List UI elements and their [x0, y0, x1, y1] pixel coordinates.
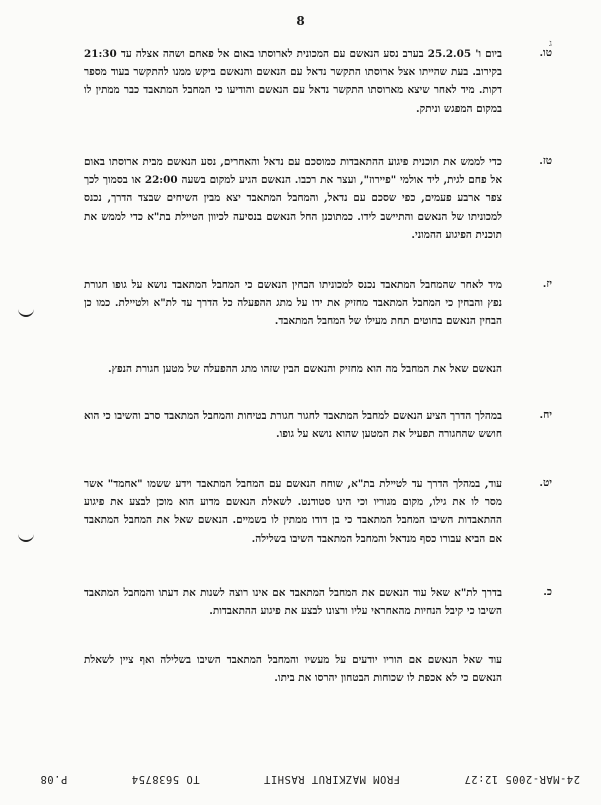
fax-date-time: 24-MAR-2005 12:27 [464, 773, 580, 785]
fax-page: P.08 [40, 773, 68, 785]
paragraph-text: הנאשם שאל את המחבל מה הוא מחזיק והנאשם הבין שזהו מתג ההפעלה של מטען חגורת הנפץ. [107, 363, 502, 375]
paragraph-label: טז. [539, 155, 552, 167]
margin-mark: ג [549, 39, 552, 49]
page-number: 8 [296, 14, 305, 28]
paragraph-label: טו. [539, 47, 552, 59]
paragraph-text: עוד, במהלך הדרך עד לטיילת בת"א, שוחח הנאשם עם המחבל המתאבד וידע ששמו "אחמד" אשר מסר לו את גילו, מקום מגוריו וכי הינו סטודנט. לשאלת הנאשם מדוע הוא מוכן לבצע את פיגוע ההתאבדות השיבו המחבל המתאבד כי בן דודו ממתין לו בשמיים. הנאשם שאל את המחבל המתאבד אם הביא עבורו כסף מנדאל והמחבל המתאבד השיבו בשלילה. [84, 478, 502, 545]
fax-from: FROM MAZKIRUT RASHIT [263, 773, 401, 785]
paragraph-label: יח. [539, 409, 552, 421]
paragraph-text: ביום ו' 25.2.05 בערב נסע הנאשם עם המכונית לארוסתו באום אל פאחם ושהה אצלה עד 21:30 בקירוב. בעת שהייתו אצל ארוסתו התקשר נדאל עם הנאשם והנאשם ביקש ממנו להתקשר בעוד מספר דקות. מיד לאחר שיצא מארוסתו התקשר נדאל עם הנאשם והודיעו כי המחבל המתאבד כבר ממתין לו במקום המפגש וניתק. [84, 48, 503, 115]
paragraph-text: במהלך הדרך הציע הנאשם למחבל המתאבד לחגור חגורת בטיחות והמחבל המתאבד סרב והשיבו כי הוא חושש שהחגורה תפעיל את המטען שהוא נושא על גופו. [84, 410, 502, 441]
paragraph-label: כ. [543, 586, 552, 598]
punch-hole-mark [18, 530, 34, 542]
paragraph-text: עוד שאל הנאשם אם הוריו יודעים על מעשיו והמחבל המתאבד השיבו בשלילה ואף ציין לשאלת הנאשם כי לא אכפת לו שכוחות הבטחון יהרסו את ביתו. [84, 654, 502, 685]
punch-hole-mark [18, 305, 34, 317]
paragraph-label: יט. [539, 477, 552, 489]
fax-to: TO 5638754 [131, 773, 200, 785]
paragraph-label: יז. [542, 278, 552, 290]
fax-header [40, 773, 580, 785]
paragraph-text: בדרך לת"א שאל עוד הנאשם את המחבל המתאבד אם אינו רוצה לשנות את דעתו והמחבל המתאבד השיבו כי קיבל הנחיות מהאחראי עליו ורצונו לבצע את פיגוע ההתאבדות. [84, 587, 502, 618]
paragraph-text: כדי לממש את תוכנית פיגוע ההתאבדות כמוסכם עם נדאל והאחרים, נסע הנאשם מבית ארוסתו באום אל פחם לגית, ליד אולמי "פיירוז", ועצר את רכבו. הנאשם הגיע למקום בשעה 22:00 או בסמוך לכך צפר ארבע פעמים, כפי שסכם עם נדאל, והמחבל המתאבד יצא מבין השיחים שבצד הדרך, נכנס למכוניתו של הנאשם והתיישב לידו. כמתוכנן החל הנאשם בנסיעה לכיוון הטיילת בת"א כדי לממש את תוכנית הפיגוע ההמוני. [84, 156, 502, 241]
paragraph-text: מיד לאחר שהמחבל המתאבד נכנס למכוניתו הבחין הנאשם כי המחבל המתאבד נושא על גופו חגורת נפץ והבחין כי המחבל המתאבד מחזיק את ידו על מתג ההפעלה כל הדרך עד לת"א ולטיילת. כמו כן הבחין הנאשם בחוטים תחת מעילו של המחבל המתאבד. [84, 279, 502, 328]
